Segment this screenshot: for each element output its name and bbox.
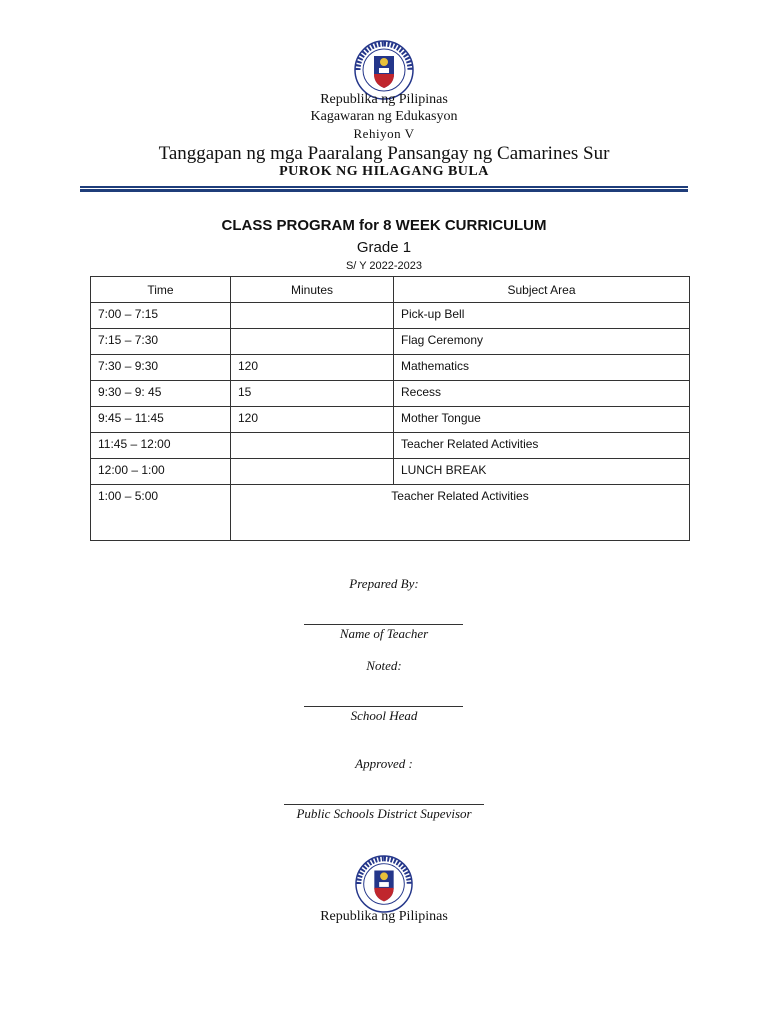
cell-subject: Flag Ceremony bbox=[394, 329, 690, 355]
supervisor-signature-line bbox=[284, 804, 484, 805]
column-header-time: Time bbox=[91, 277, 231, 303]
table-row-last bbox=[91, 485, 690, 541]
teacher-name-label: Name of Teacher bbox=[339, 626, 429, 641]
table-row bbox=[91, 329, 690, 355]
table-row bbox=[91, 433, 690, 459]
cell-subject: Mother Tongue bbox=[394, 407, 690, 433]
deped-seal-icon bbox=[354, 40, 414, 100]
cell-minutes: 120 bbox=[231, 407, 394, 433]
cell-time: 7:15 – 7:30 bbox=[91, 329, 231, 355]
header-country: Republika ng Pilipinas bbox=[320, 92, 448, 107]
class-schedule-table bbox=[90, 276, 690, 541]
cell-time: 12:00 – 1:00 bbox=[91, 459, 231, 485]
document-grade: Grade 1 bbox=[356, 239, 412, 256]
cell-subject: Mathematics bbox=[394, 355, 690, 381]
table-row bbox=[91, 459, 690, 485]
school-head-label: School Head bbox=[350, 708, 418, 723]
header-rule-thick bbox=[80, 189, 688, 192]
cell-merged-activity: Teacher Related Activities bbox=[231, 485, 690, 541]
document-school-year: S/ Y 2022-2023 bbox=[345, 260, 423, 272]
cell-subject: Pick-up Bell bbox=[394, 303, 690, 329]
cell-minutes: 15 bbox=[231, 381, 394, 407]
footer-country: Republika ng Pilipinas bbox=[320, 909, 448, 924]
table-header-row bbox=[91, 277, 690, 303]
table-row bbox=[91, 381, 690, 407]
column-header-subject: Subject Area bbox=[394, 277, 690, 303]
header-district: PUROK NG HILAGANG BULA bbox=[279, 164, 489, 179]
cell-time: 7:00 – 7:15 bbox=[91, 303, 231, 329]
cell-minutes bbox=[231, 459, 394, 485]
cell-minutes bbox=[231, 433, 394, 459]
teacher-signature-line bbox=[304, 624, 463, 625]
cell-time: 7:30 – 9:30 bbox=[91, 355, 231, 381]
supervisor-label: Public Schools District Supevisor bbox=[296, 806, 472, 821]
header-office: Tanggapan ng mga Paaralang Pansangay ng Camarines Sur bbox=[158, 143, 610, 164]
cell-subject: Recess bbox=[394, 381, 690, 407]
document-title: CLASS PROGRAM for 8 WEEK CURRICULUM bbox=[221, 217, 547, 234]
approved-label: Approved : bbox=[355, 756, 413, 771]
table-row bbox=[91, 355, 690, 381]
cell-time: 11:45 – 12:00 bbox=[91, 433, 231, 459]
prepared-by-label: Prepared By: bbox=[349, 576, 419, 591]
cell-subject: Teacher Related Activities bbox=[394, 433, 690, 459]
noted-label: Noted: bbox=[366, 658, 402, 673]
cell-subject: LUNCH BREAK bbox=[394, 459, 690, 485]
deped-seal-icon bbox=[355, 855, 413, 913]
table-row bbox=[91, 303, 690, 329]
cell-minutes bbox=[231, 303, 394, 329]
column-header-minutes: Minutes bbox=[231, 277, 394, 303]
cell-minutes: 120 bbox=[231, 355, 394, 381]
school-head-signature-line bbox=[304, 706, 463, 707]
cell-time: 1:00 – 5:00 bbox=[91, 485, 231, 541]
cell-time: 9:45 – 11:45 bbox=[91, 407, 231, 433]
header-region: Rehiyon V bbox=[353, 126, 415, 141]
header-rule-thin bbox=[80, 186, 688, 188]
header-department: Kagawaran ng Edukasyon bbox=[310, 109, 458, 124]
cell-minutes bbox=[231, 329, 394, 355]
table-row bbox=[91, 407, 690, 433]
cell-time: 9:30 – 9: 45 bbox=[91, 381, 231, 407]
